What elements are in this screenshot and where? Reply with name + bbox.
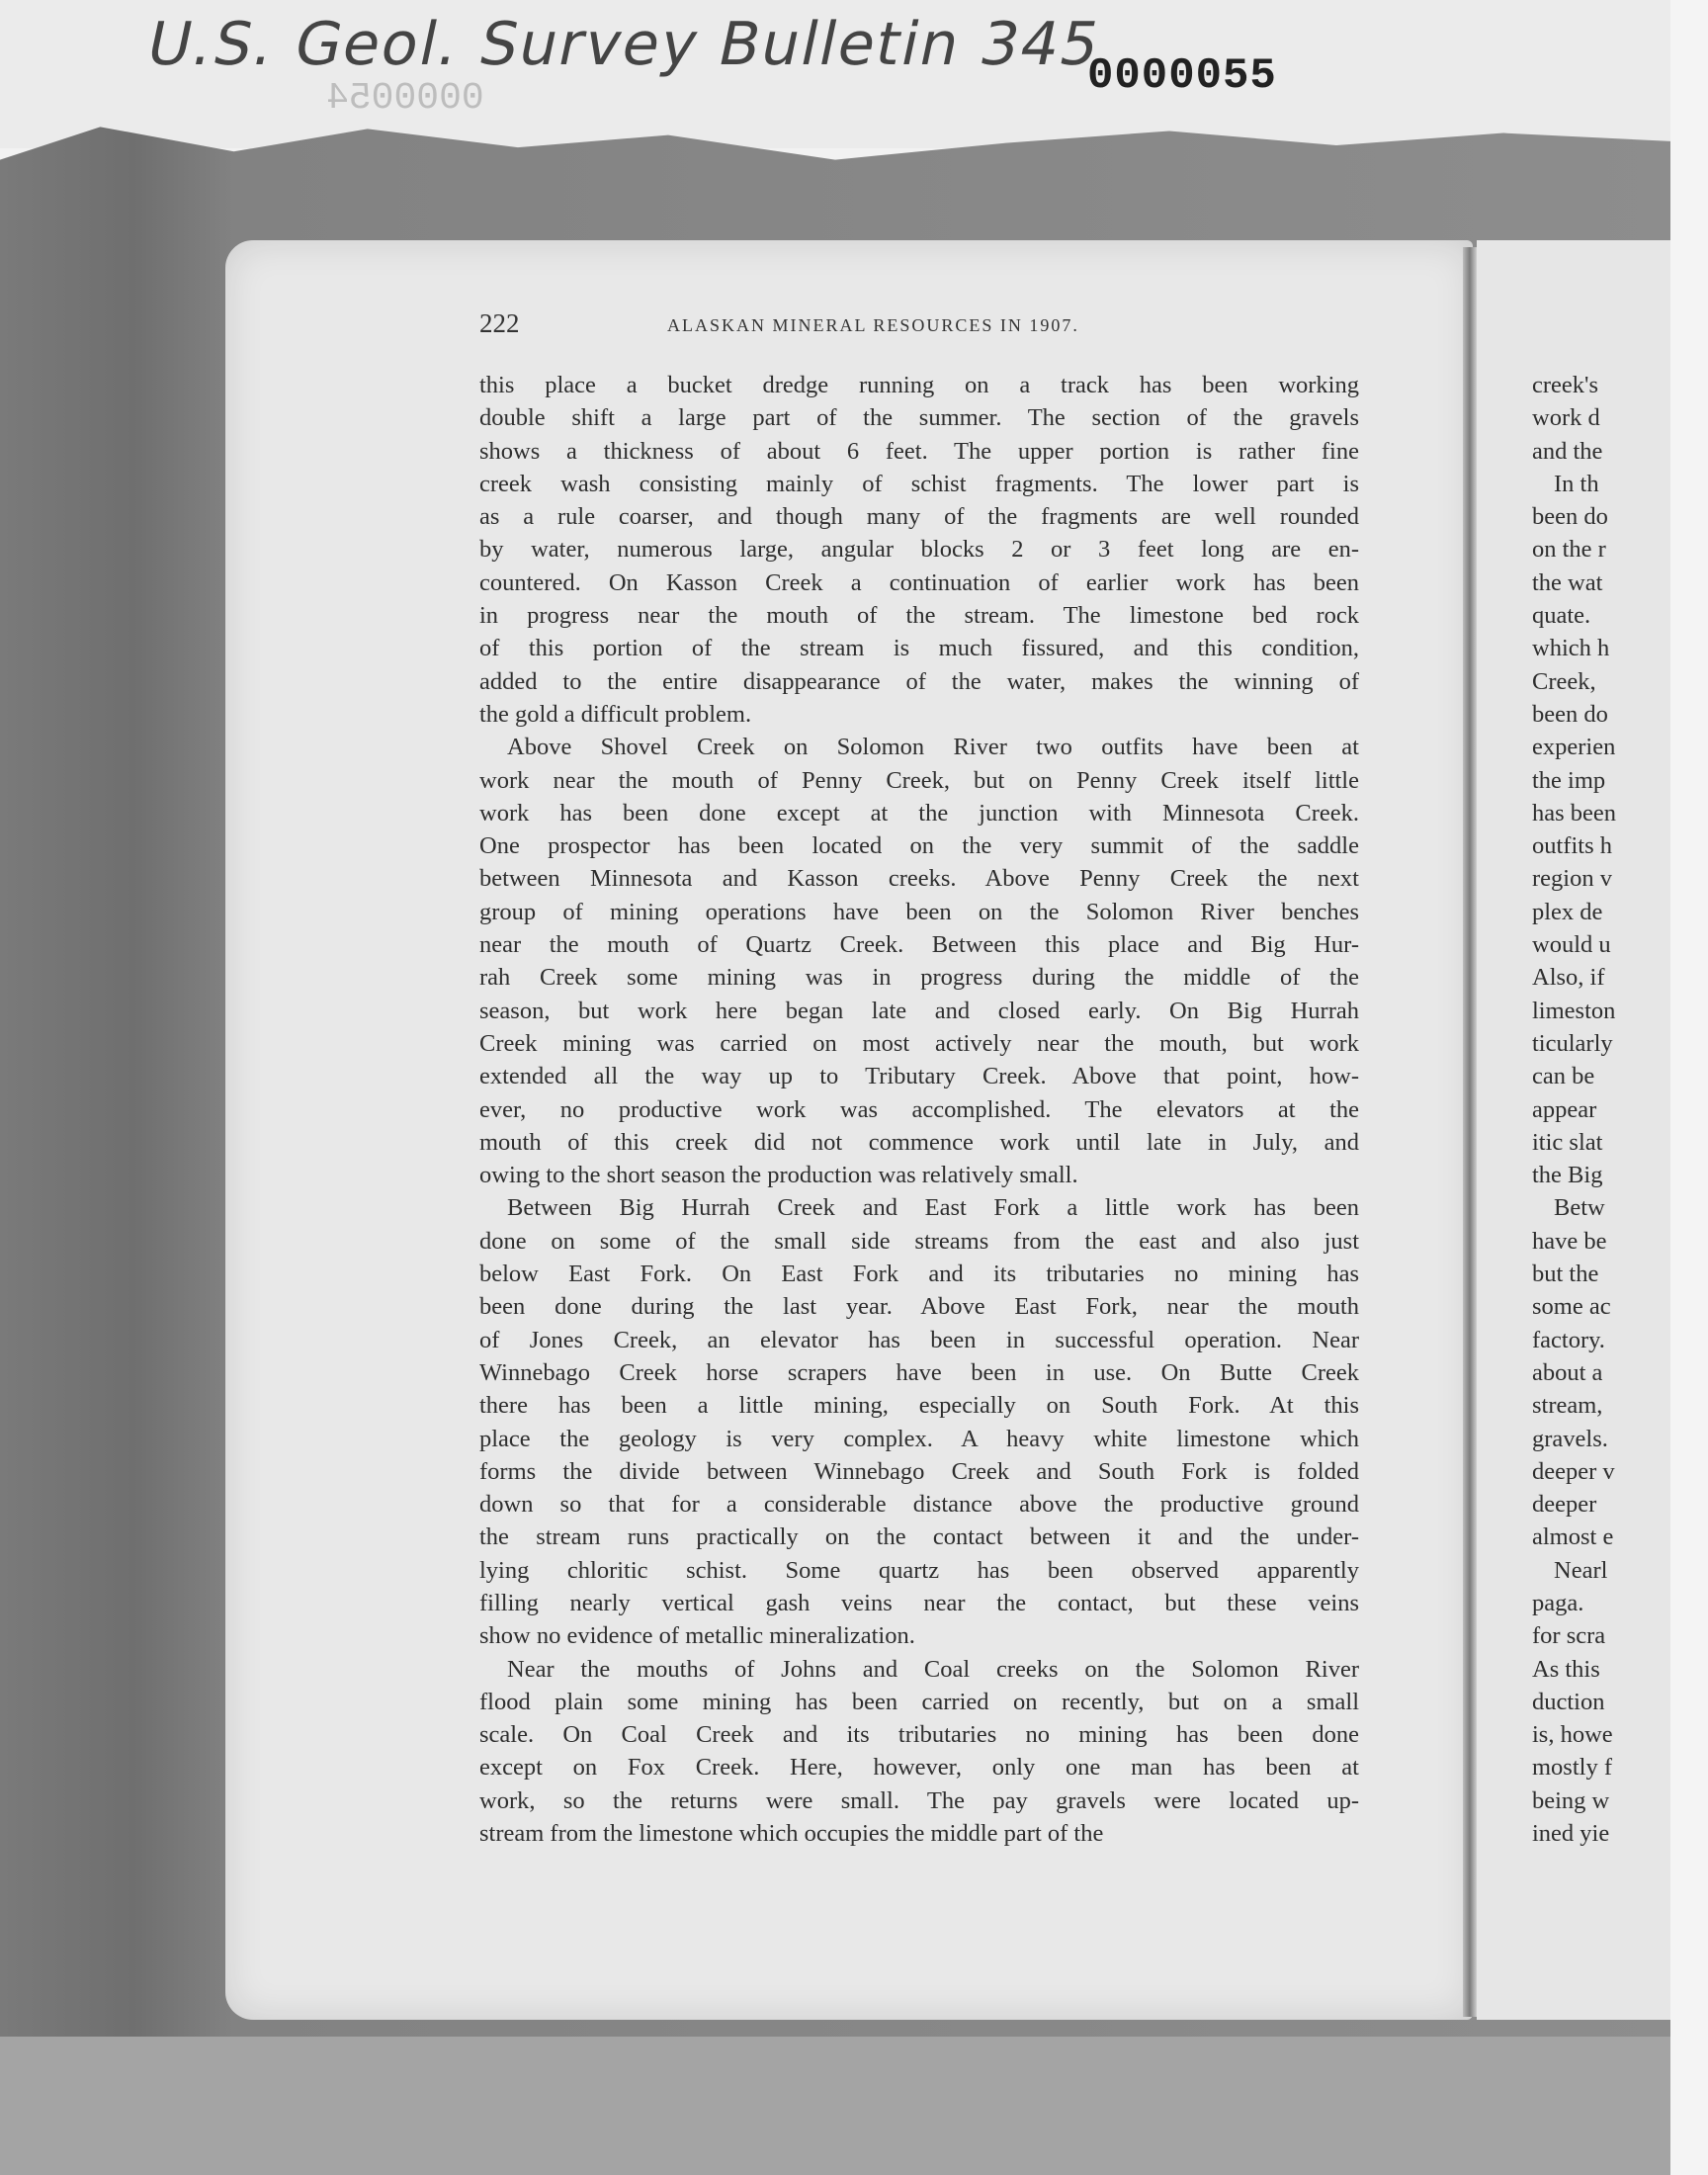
facing-page-line: Creek, bbox=[1532, 667, 1596, 695]
text-line: extended all the way up to Tributary Creek. Above that point, how- bbox=[479, 1063, 1359, 1090]
facing-page-line: In th bbox=[1554, 470, 1599, 497]
page-header bbox=[479, 308, 1359, 344]
facing-page-line: quate. bbox=[1532, 602, 1591, 630]
text-line: done on some of the small side streams from the east and also just bbox=[479, 1227, 1359, 1255]
text-line: rah Creek some mining was in progress during the middle of the bbox=[479, 964, 1359, 992]
facing-page-line: have be bbox=[1532, 1227, 1607, 1255]
facing-page-line: region v bbox=[1532, 865, 1612, 893]
facing-page-line: on the r bbox=[1532, 536, 1606, 564]
text-line: ever, no productive work was accomplished. The elevators at the bbox=[479, 1095, 1359, 1123]
text-line: as a rule coarser, and though many of the fragments are well rounded bbox=[479, 503, 1359, 531]
text-line: work has been done except at the junction with Minnesota Creek. bbox=[479, 799, 1359, 826]
facing-page-line: stream, bbox=[1532, 1392, 1603, 1420]
facing-page-line: gravels. bbox=[1532, 1425, 1608, 1452]
text-line: near the mouth of Quartz Creek. Between this place and Big Hur- bbox=[479, 931, 1359, 959]
facing-page-line: duction bbox=[1532, 1688, 1605, 1715]
text-line: stream from the limestone which occupies the middle part of the bbox=[479, 1820, 1104, 1848]
facing-page-line: Betw bbox=[1554, 1194, 1605, 1222]
facing-page-line: about a bbox=[1532, 1358, 1603, 1386]
facing-page-line: been do bbox=[1532, 503, 1608, 531]
text-line: work near the mouth of Penny Creek, but on Penny Creek itself little bbox=[479, 766, 1359, 794]
text-line: by water, numerous large, angular blocks 2 or 3 feet long are en- bbox=[479, 536, 1359, 564]
facing-page-line: factory. bbox=[1532, 1326, 1605, 1353]
facing-page-line: work d bbox=[1532, 404, 1600, 432]
book-spine bbox=[1463, 247, 1477, 2017]
facing-page-line: is, howe bbox=[1532, 1721, 1613, 1749]
text-line: group of mining operations have been on the Solomon River benches bbox=[479, 898, 1359, 925]
text-line: owing to the short season the production was relatively small. bbox=[479, 1162, 1078, 1189]
facing-page-line: some ac bbox=[1532, 1293, 1611, 1321]
text-line: there has been a little mining, especially on South Fork. At this bbox=[479, 1392, 1359, 1420]
text-line: the stream runs practically on the contact between it and the under- bbox=[479, 1523, 1359, 1551]
text-line: between Minnesota and Kasson creeks. Above Penny Creek the next bbox=[479, 865, 1359, 893]
facing-page-line: being w bbox=[1532, 1786, 1610, 1814]
text-line: of Jones Creek, an elevator has been in successful operation. Near bbox=[479, 1326, 1359, 1353]
paragraph bbox=[479, 731, 1359, 1191]
facing-page-line: been do bbox=[1532, 700, 1608, 728]
facing-page-text bbox=[1532, 369, 1616, 1850]
facing-page-line: deeper bbox=[1532, 1491, 1597, 1519]
text-line: in progress near the mouth of the stream. The limestone bed rock bbox=[479, 602, 1359, 630]
paragraph bbox=[479, 1191, 1359, 1652]
facing-page-line: the imp bbox=[1532, 766, 1606, 794]
facing-page-line: plex de bbox=[1532, 898, 1603, 925]
text-line: countered. On Kasson Creek a continuation of earlier work has been bbox=[479, 568, 1359, 596]
facing-page-line: has been bbox=[1532, 799, 1617, 826]
text-line: lying chloritic schist. Some quartz has been observed apparently bbox=[479, 1556, 1359, 1584]
text-line: this place a bucket dredge running on a track has been working bbox=[479, 372, 1359, 398]
facing-page-line: creek's bbox=[1532, 372, 1598, 398]
facing-page-line: appear bbox=[1532, 1095, 1597, 1123]
text-line: been done during the last year. Above East Fork, near the mouth bbox=[479, 1293, 1359, 1321]
facing-page-line: almost e bbox=[1532, 1523, 1614, 1551]
facing-page-line: which h bbox=[1532, 635, 1610, 662]
facing-page-line: ined yie bbox=[1532, 1820, 1610, 1848]
text-line: except on Fox Creek. Here, however, only one man has been at bbox=[479, 1754, 1359, 1782]
facing-page-line: would u bbox=[1532, 931, 1611, 959]
facing-page-line: but the bbox=[1532, 1261, 1599, 1288]
facing-page bbox=[1477, 240, 1670, 2020]
paragraph bbox=[479, 1653, 1359, 1851]
text-line: down so that for a considerable distance above the productive ground bbox=[479, 1491, 1359, 1519]
text-line: season, but work here began late and closed early. On Big Hurrah bbox=[479, 997, 1359, 1024]
running-title: ALASKAN MINERAL RESOURCES IN 1907. bbox=[667, 315, 1079, 335]
page-body bbox=[479, 369, 1359, 1850]
handwritten-annotation: U.S. Geol. Survey Bulletin 345 bbox=[140, 10, 1108, 79]
text-line: Between Big Hurrah Creek and East Fork a little work has been bbox=[507, 1194, 1359, 1222]
facing-page-line: experien bbox=[1532, 734, 1616, 761]
facing-page-line: and the bbox=[1532, 437, 1603, 465]
facing-page-line: Also, if bbox=[1532, 964, 1605, 992]
facing-page-line: ticularly bbox=[1532, 1029, 1613, 1057]
facing-page-line: mostly f bbox=[1532, 1754, 1612, 1782]
scan-background-bottom bbox=[0, 2037, 1670, 2175]
text-line: One prospector has been located on the very summit of the saddle bbox=[479, 832, 1359, 860]
facing-page-line: outfits h bbox=[1532, 832, 1612, 860]
text-line: Near the mouths of Johns and Coal creeks on the Solomon River bbox=[507, 1655, 1359, 1683]
text-line: place the geology is very complex. A heavy white limestone which bbox=[479, 1425, 1359, 1452]
scan-right-margin bbox=[1670, 0, 1708, 2175]
paragraph bbox=[479, 369, 1359, 731]
text-line: forms the divide between Winnebago Creek and South Fork is folded bbox=[479, 1457, 1359, 1485]
text-line: show no evidence of metallic mineralization. bbox=[479, 1622, 915, 1650]
page-number: 222 bbox=[479, 308, 520, 338]
document-stamp-number: 0000055 bbox=[1087, 51, 1277, 101]
facing-page-line: Nearl bbox=[1554, 1556, 1608, 1584]
text-line: Winnebago Creek horse scrapers have been in use. On Butte Creek bbox=[479, 1358, 1359, 1386]
text-line: Creek mining was carried on most actively near the mouth, but work bbox=[479, 1029, 1359, 1057]
text-line: shows a thickness of about 6 feet. The upper portion is rather fine bbox=[479, 437, 1359, 465]
facing-page-line: for scra bbox=[1532, 1622, 1606, 1650]
text-line: added to the entire disappearance of the water, makes the winning of bbox=[479, 667, 1359, 695]
facing-page-line: deeper v bbox=[1532, 1457, 1615, 1485]
text-line: of this portion of the stream is much fissured, and this condition, bbox=[479, 635, 1359, 662]
text-line: double shift a large part of the summer. The section of the gravels bbox=[479, 404, 1359, 432]
facing-page-line: As this bbox=[1532, 1655, 1600, 1683]
facing-page-line: itic slat bbox=[1532, 1128, 1603, 1156]
stamp-bleed-through: 0000054 bbox=[326, 77, 484, 120]
facing-page-line: the wat bbox=[1532, 568, 1603, 596]
facing-page-line: limeston bbox=[1532, 997, 1616, 1024]
facing-page-line: paga. bbox=[1532, 1589, 1584, 1616]
text-line: mouth of this creek did not commence work until late in July, and bbox=[479, 1128, 1359, 1156]
facing-page-line: can be bbox=[1532, 1063, 1595, 1090]
text-line: flood plain some mining has been carried on recently, but on a small bbox=[479, 1688, 1359, 1715]
text-line: creek wash consisting mainly of schist fragments. The lower part is bbox=[479, 470, 1359, 497]
text-line: below East Fork. On East Fork and its tributaries no mining has bbox=[479, 1261, 1359, 1288]
text-line: the gold a difficult problem. bbox=[479, 700, 752, 728]
text-line: scale. On Coal Creek and its tributaries no mining has been done bbox=[479, 1721, 1359, 1749]
text-line: filling nearly vertical gash veins near the contact, but these veins bbox=[479, 1589, 1359, 1616]
text-line: work, so the returns were small. The pay gravels were located up- bbox=[479, 1786, 1359, 1814]
text-line: Above Shovel Creek on Solomon River two outfits have been at bbox=[507, 734, 1359, 761]
facing-page-line: the Big bbox=[1532, 1162, 1603, 1189]
